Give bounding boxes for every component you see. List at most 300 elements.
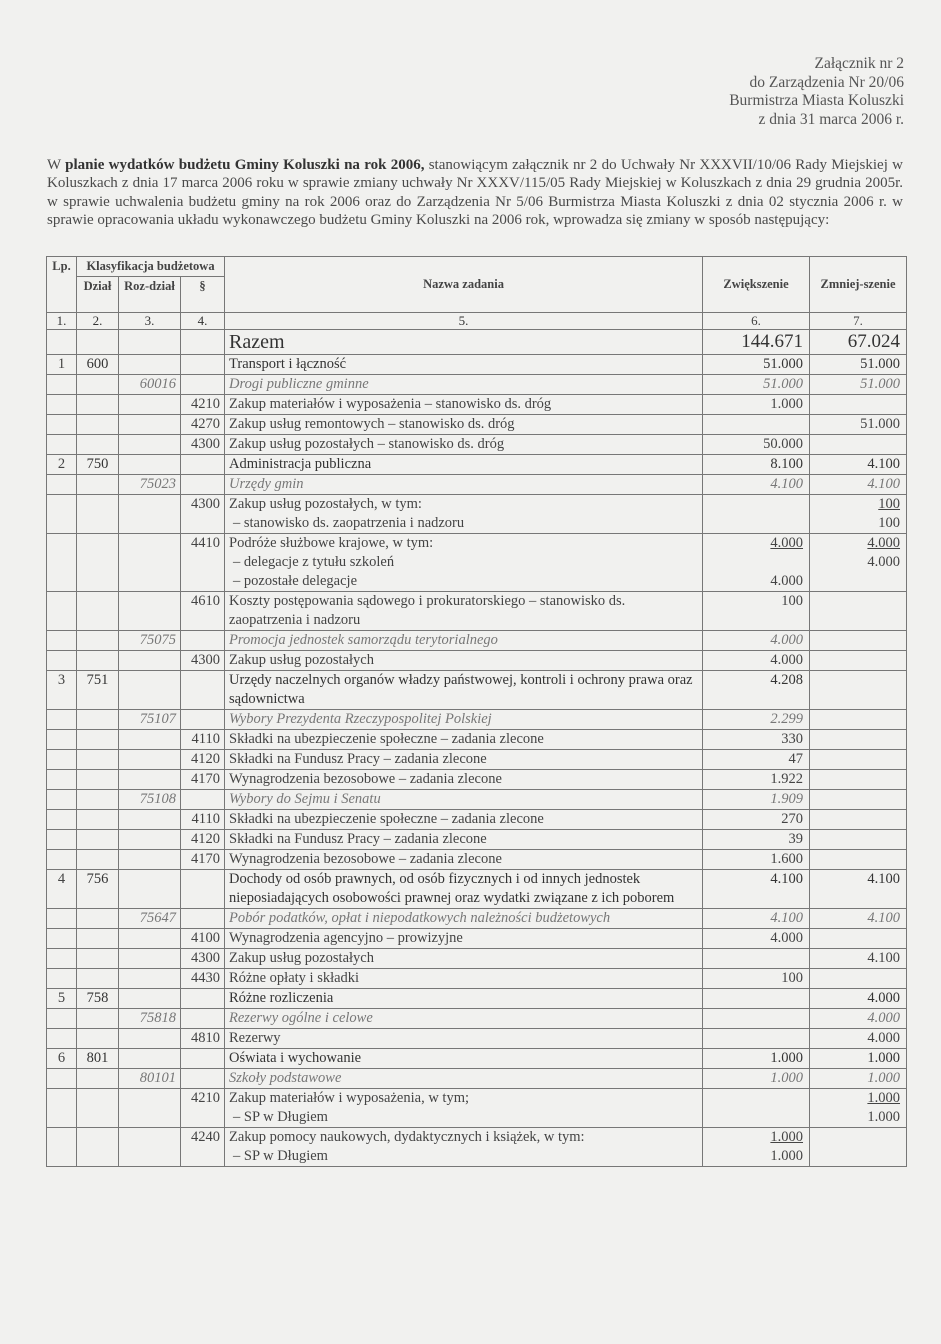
cell-paragraf-value: 4300 [191,436,221,452]
cell-lp [47,415,77,435]
header-line-date: z dnia 31 marca 2006 r. [758,110,904,128]
table-row-rozdzial [47,475,907,495]
sub-item-dec: 4.000 [867,554,901,570]
colnum-2: 2. [77,313,119,330]
cell-zwiekszenie [703,929,810,949]
cell-dzial [77,1009,119,1029]
cell-paragraf-value: 4810 [191,1030,221,1046]
cell-nazwa [225,730,703,750]
cell-paragraf-value: 4300 [191,496,221,512]
cell-dzial [77,770,119,790]
cell-zwiekszenie [703,534,810,592]
cell-zwiekszenie [703,1009,810,1029]
cell-nazwa [225,1049,703,1069]
cell-nazwa-value: Drogi publiczne gminne [229,376,369,392]
cell-nazwa-value: Dochody od osób prawnych, od osób fizycznych i od innych jednostek nieposiadających osobowości prawnej oraz wydatki związane z ich poborem [229,871,675,906]
cell-dzial-value: 751 [86,672,109,688]
header-paragraf: § [181,277,225,313]
cell-zwiekszenie-value: 47 [788,751,804,767]
cell-nazwa [225,592,703,631]
cell-zmniejszenie-value: 4.000 [867,1030,901,1046]
cell-dzial [77,929,119,949]
cell-nazwa-value: Składki na Fundusz Pracy – zadania zlecone [229,751,487,767]
cell-nazwa-value: Administracja publiczna [229,456,372,472]
cell-zwiekszenie [703,1049,810,1069]
cell-lp-value: 1 [57,356,66,372]
cell-nazwa [225,969,703,989]
cell-lp [47,375,77,395]
cell-zmniejszenie [810,790,907,810]
cell-rozdzial-value: 80101 [139,1070,176,1086]
cell-zmniejszenie-value: 51.000 [860,416,901,432]
cell-lp [47,989,77,1009]
cell-zwiekszenie-value: 1.000 [770,1129,804,1145]
cell-lp [47,1069,77,1089]
cell-nazwa [225,770,703,790]
cell-nazwa [225,435,703,455]
cell-paragraf-value: 4210 [191,1090,221,1106]
cell-nazwa-value: Wybory Prezydenta Rzeczypospolitej Polskiej [229,711,492,727]
cell-lp-value: 6 [57,1050,66,1066]
cell-dzial [77,810,119,830]
cell-nazwa-value: Transport i łączność [229,356,347,372]
cell-rozdzial-value: 75107 [139,711,176,727]
cell-paragraf [181,671,225,710]
cell-nazwa [225,790,703,810]
cell-zmniejszenie [810,435,907,455]
cell-nazwa-value: Składki na ubezpieczenie społeczne – zadania zlecone [229,811,544,827]
cell-nazwa [225,710,703,730]
cell-nazwa [225,671,703,710]
cell-nazwa-value: Składki na ubezpieczenie społeczne – zadania zlecone [229,731,544,747]
intro-prefix: W [47,157,66,173]
cell-nazwa [225,395,703,415]
cell-nazwa [225,1128,703,1167]
cell-nazwa-value: Zakup materiałów i wyposażenia – stanowisko ds. dróg [229,396,552,412]
sub-item-inc: 1.000 [770,1148,804,1164]
column-numbers-row [47,313,907,330]
cell-zwiekszenie [703,949,810,969]
cell-zwiekszenie [703,1069,810,1089]
cell-dzial [77,710,119,730]
cell-dzial [77,1069,119,1089]
cell-zmniejszenie [810,1128,907,1167]
cell-lp [47,671,77,710]
cell-lp [47,592,77,631]
colnum-6: 6. [703,313,810,330]
cell-nazwa-value: Wynagrodzenia bezosobowe – zadania zlecone [229,851,502,867]
cell-nazwa-value: Promocja jednostek samorządu terytorialnego [229,632,498,648]
cell-zmniejszenie [810,395,907,415]
cell-paragraf [181,710,225,730]
cell-rozdzial [119,929,181,949]
cell-nazwa-value: Składki na Fundusz Pracy – zadania zlecone [229,831,487,847]
cell-zwiekszenie [703,355,810,375]
cell-paragraf [181,1009,225,1029]
cell-zmniejszenie-value: 4.100 [867,950,901,966]
intro-paragraph [47,156,903,230]
cell-nazwa-value: Szkoły podstawowe [229,1070,342,1086]
cell-paragraf [181,730,225,750]
cell-dzial-value: 758 [86,990,109,1006]
table-row-par [47,651,907,671]
cell-zmniejszenie [810,830,907,850]
cell-lp [47,770,77,790]
cell-nazwa [225,909,703,929]
cell-zmniejszenie [810,909,907,929]
cell-zwiekszenie-value: 100 [781,593,804,609]
cell-paragraf [181,929,225,949]
table-row-dzial [47,870,907,909]
cell-rozdzial [119,949,181,969]
cell-rozdzial [119,415,181,435]
cell-lp-value: 4 [57,871,66,887]
cell-zwiekszenie-value: 51.000 [763,356,804,372]
table-row-rozdzial [47,1009,907,1029]
header-line-issuer: Burmistrza Miasta Koluszki [729,92,904,109]
table-row-rozdzial [47,710,907,730]
cell-rozdzial [119,1089,181,1128]
cell-nazwa-value: Różne opłaty i składki [229,970,360,986]
cell-zwiekszenie [703,770,810,790]
colnum-1: 1. [47,313,77,330]
sub-item-inc: 4.000 [770,573,804,589]
cell-nazwa [225,810,703,830]
cell-paragraf [181,1049,225,1069]
cell-zmniejszenie [810,710,907,730]
header-nazwa: Nazwa zadania [225,257,703,313]
intro-bold: planie wydatków budżetu Gminy Koluszki na rok 2006, [65,157,425,173]
cell-rozdzial [119,969,181,989]
sub-item-name: – pozostałe delegacje [233,573,358,589]
cell-zmniejszenie [810,495,907,534]
cell-rozdzial-value: 75108 [139,791,176,807]
cell-paragraf-value: 4110 [191,811,221,827]
cell-rozdzial [119,1128,181,1167]
cell-rozdzial [119,770,181,790]
cell-lp [47,395,77,415]
cell-paragraf-value: 4610 [191,593,221,609]
cell-lp [47,909,77,929]
cell-nazwa [225,375,703,395]
cell-lp [47,969,77,989]
cell-nazwa-value: Różne rozliczenia [229,990,334,1006]
cell-nazwa [225,850,703,870]
cell-zwiekszenie [703,750,810,770]
cell-zmniejszenie-value: 4.100 [867,871,901,887]
cell-nazwa-value: Zakup usług pozostałych [229,950,374,966]
cell-dzial [77,415,119,435]
cell-zwiekszenie [703,989,810,1009]
cell-lp-value: 2 [57,456,66,472]
cell-lp [47,870,77,909]
cell-rozdzial [119,1049,181,1069]
cell-dzial-value: 801 [86,1050,109,1066]
cell-zmniejszenie [810,631,907,651]
cell-rozdzial [119,710,181,730]
cell-dzial [77,631,119,651]
cell-nazwa [225,534,703,592]
cell-zmniejszenie [810,730,907,750]
cell-zmniejszenie [810,1009,907,1029]
cell-dzial [77,592,119,631]
table-row-dzial [47,355,907,375]
cell-paragraf [181,750,225,770]
cell-zmniejszenie [810,870,907,909]
cell-zmniejszenie [810,1049,907,1069]
cell-zwiekszenie [703,495,810,534]
cell-nazwa-value: Zakup usług pozostałych, w tym: [229,496,422,512]
cell-zwiekszenie [703,375,810,395]
cell-dzial [77,651,119,671]
cell-lp [47,830,77,850]
cell-paragraf [181,592,225,631]
colnum-3: 3. [119,313,181,330]
cell-zwiekszenie-value: 4.100 [770,871,804,887]
cell-nazwa-value: Zakup pomocy naukowych, dydaktycznych i książek, w tym: [229,1129,585,1145]
cell-zwiekszenie [703,969,810,989]
cell-paragraf-value: 4300 [191,652,221,668]
cell-nazwa [225,750,703,770]
cell-rozdzial [119,592,181,631]
sub-item-dec [814,572,900,591]
document-header [729,55,904,129]
cell-zwiekszenie [703,830,810,850]
cell-zwiekszenie [703,475,810,495]
cell-paragraf [181,1069,225,1089]
cell-rozdzial [119,830,181,850]
cell-paragraf [181,810,225,830]
cell-nazwa [225,1089,703,1128]
cell-paragraf-value: 4110 [191,731,221,747]
cell-rozdzial [119,750,181,770]
cell-paragraf-value: 4120 [191,751,221,767]
cell-paragraf [181,534,225,592]
cell-paragraf [181,435,225,455]
cell-zmniejszenie [810,810,907,830]
cell-zmniejszenie-value: 4.000 [867,990,901,1006]
cell-dzial [77,671,119,710]
cell-rozdzial [119,790,181,810]
cell-rozdzial [119,909,181,929]
razem-zmniejszenie: 67.024 [810,330,907,355]
cell-nazwa [225,870,703,909]
cell-nazwa [225,989,703,1009]
cell-nazwa [225,1009,703,1029]
cell-paragraf-value: 4430 [191,970,221,986]
cell-rozdzial [119,475,181,495]
cell-nazwa [225,415,703,435]
table-row-dzial [47,989,907,1009]
cell-zmniejszenie [810,850,907,870]
header-dzial: Dział [77,277,119,313]
cell-zwiekszenie [703,592,810,631]
cell-paragraf [181,870,225,909]
cell-zwiekszenie-value: 1.000 [770,1070,804,1086]
cell-dzial [77,969,119,989]
cell-zwiekszenie [703,631,810,651]
cell-lp [47,1089,77,1128]
cell-nazwa-value: Koszty postępowania sądowego i prokuratorskiego – stanowisko ds. zaopatrzenia i nadzoru [229,593,626,628]
cell-lp-value: 3 [57,672,66,688]
cell-zmniejszenie [810,750,907,770]
cell-dzial-value: 600 [86,356,109,372]
cell-zwiekszenie-value: 1.922 [770,771,804,787]
cell-zmniejszenie [810,1089,907,1128]
cell-dzial [77,1029,119,1049]
cell-nazwa-value: Wybory do Sejmu i Senatu [229,791,381,807]
cell-rozdzial-value: 60016 [139,376,176,392]
table-row-par [47,395,907,415]
colnum-4: 4. [181,313,225,330]
cell-lp [47,435,77,455]
table-row-rozdzial [47,375,907,395]
cell-dzial [77,750,119,770]
colnum-7: 7. [810,313,907,330]
cell-zmniejszenie-value: 4.100 [867,910,901,926]
cell-rozdzial [119,850,181,870]
cell-dzial [77,870,119,909]
cell-zwiekszenie [703,435,810,455]
cell-rozdzial [119,495,181,534]
cell-paragraf [181,790,225,810]
table-row-par [47,750,907,770]
cell-dzial [77,1128,119,1167]
cell-zmniejszenie [810,989,907,1009]
cell-rozdzial [119,375,181,395]
cell-nazwa [225,929,703,949]
cell-paragraf [181,909,225,929]
cell-lp [47,790,77,810]
table-row-dzial [47,671,907,710]
cell-paragraf [181,455,225,475]
cell-lp [47,730,77,750]
table-row-par [47,969,907,989]
table-row-rozdzial [47,909,907,929]
cell-zwiekszenie [703,1029,810,1049]
cell-dzial [77,909,119,929]
cell-zwiekszenie-value: 4.000 [770,535,804,551]
cell-nazwa-value: Wynagrodzenia agencyjno – prowizyjne [229,930,463,946]
cell-zwiekszenie [703,415,810,435]
cell-rozdzial [119,631,181,651]
cell-zwiekszenie [703,651,810,671]
table-row-par [47,850,907,870]
cell-lp [47,475,77,495]
cell-rozdzial-value: 75818 [139,1010,176,1026]
cell-dzial [77,1089,119,1128]
cell-paragraf-value: 4210 [191,396,221,412]
cell-dzial [77,1049,119,1069]
cell-paragraf-value: 4270 [191,416,221,432]
sub-item-name: – stanowisko ds. zaopatrzenia i nadzoru [233,515,465,531]
table-row-par [47,495,907,534]
cell-rozdzial [119,671,181,710]
cell-zwiekszenie-value: 4.000 [770,632,804,648]
colnum-5: 5. [225,313,703,330]
cell-paragraf [181,1029,225,1049]
cell-zmniejszenie [810,651,907,671]
cell-paragraf [181,495,225,534]
cell-rozdzial [119,730,181,750]
cell-rozdzial [119,435,181,455]
cell-nazwa-value: Rezerwy ogólne i celowe [229,1010,373,1026]
cell-dzial [77,830,119,850]
cell-zwiekszenie-value: 8.100 [770,456,804,472]
cell-zwiekszenie-value: 270 [781,811,804,827]
cell-rozdzial-value: 75023 [139,476,176,492]
cell-dzial [77,989,119,1009]
cell-zwiekszenie [703,810,810,830]
cell-dzial-value: 756 [86,871,109,887]
cell-paragraf-value: 4170 [191,851,221,867]
cell-zwiekszenie-value: 51.000 [763,376,804,392]
cell-nazwa-value: Wynagrodzenia bezosobowe – zadania zlecone [229,771,502,787]
cell-nazwa-value: Urzędy naczelnych organów władzy państwowej, kontroli i ochrony prawa oraz sądownictwa [229,672,693,707]
cell-paragraf-value: 4300 [191,950,221,966]
cell-nazwa [225,355,703,375]
cell-rozdzial [119,395,181,415]
header-line-attachment: Załącznik nr 2 [814,55,904,72]
table-row-rozdzial [47,631,907,651]
cell-dzial [77,375,119,395]
cell-nazwa-value: Urzędy gmin [229,476,304,492]
cell-zwiekszenie [703,909,810,929]
budget-changes-table [46,256,907,1167]
cell-zmniejszenie-value: 1.000 [867,1090,901,1106]
cell-dzial [77,395,119,415]
table-row-par [47,1089,907,1128]
cell-zwiekszenie [703,1128,810,1167]
cell-paragraf-value: 4120 [191,831,221,847]
cell-dzial [77,435,119,455]
cell-zmniejszenie [810,770,907,790]
cell-lp [47,750,77,770]
cell-rozdzial-value: 75075 [139,632,176,648]
cell-zmniejszenie [810,355,907,375]
table-row-par [47,1029,907,1049]
cell-zwiekszenie-value: 4.100 [770,476,804,492]
cell-nazwa [225,949,703,969]
cell-lp [47,1128,77,1167]
cell-nazwa [225,475,703,495]
cell-paragraf [181,969,225,989]
header-zwiekszenie: Zwiększenie [703,257,810,313]
cell-zmniejszenie-value: 100 [878,496,901,512]
cell-rozdzial [119,1029,181,1049]
table-row-par [47,810,907,830]
cell-dzial [77,949,119,969]
cell-paragraf [181,395,225,415]
cell-nazwa-value: Zakup usług pozostałych [229,652,374,668]
cell-rozdzial [119,534,181,592]
cell-zmniejszenie [810,475,907,495]
cell-dzial [77,455,119,475]
cell-nazwa [225,495,703,534]
sub-item-name: – SP w Długiem [233,1148,328,1164]
table-row-par [47,770,907,790]
cell-zmniejszenie [810,949,907,969]
cell-zmniejszenie-value: 4.000 [867,535,901,551]
cell-zwiekszenie-value: 4.208 [770,672,804,688]
razem-zwiekszenie: 144.671 [703,330,810,355]
cell-nazwa [225,651,703,671]
cell-paragraf-value: 4410 [191,535,221,551]
cell-lp [47,850,77,870]
cell-paragraf [181,1089,225,1128]
cell-lp [47,810,77,830]
cell-lp [47,534,77,592]
